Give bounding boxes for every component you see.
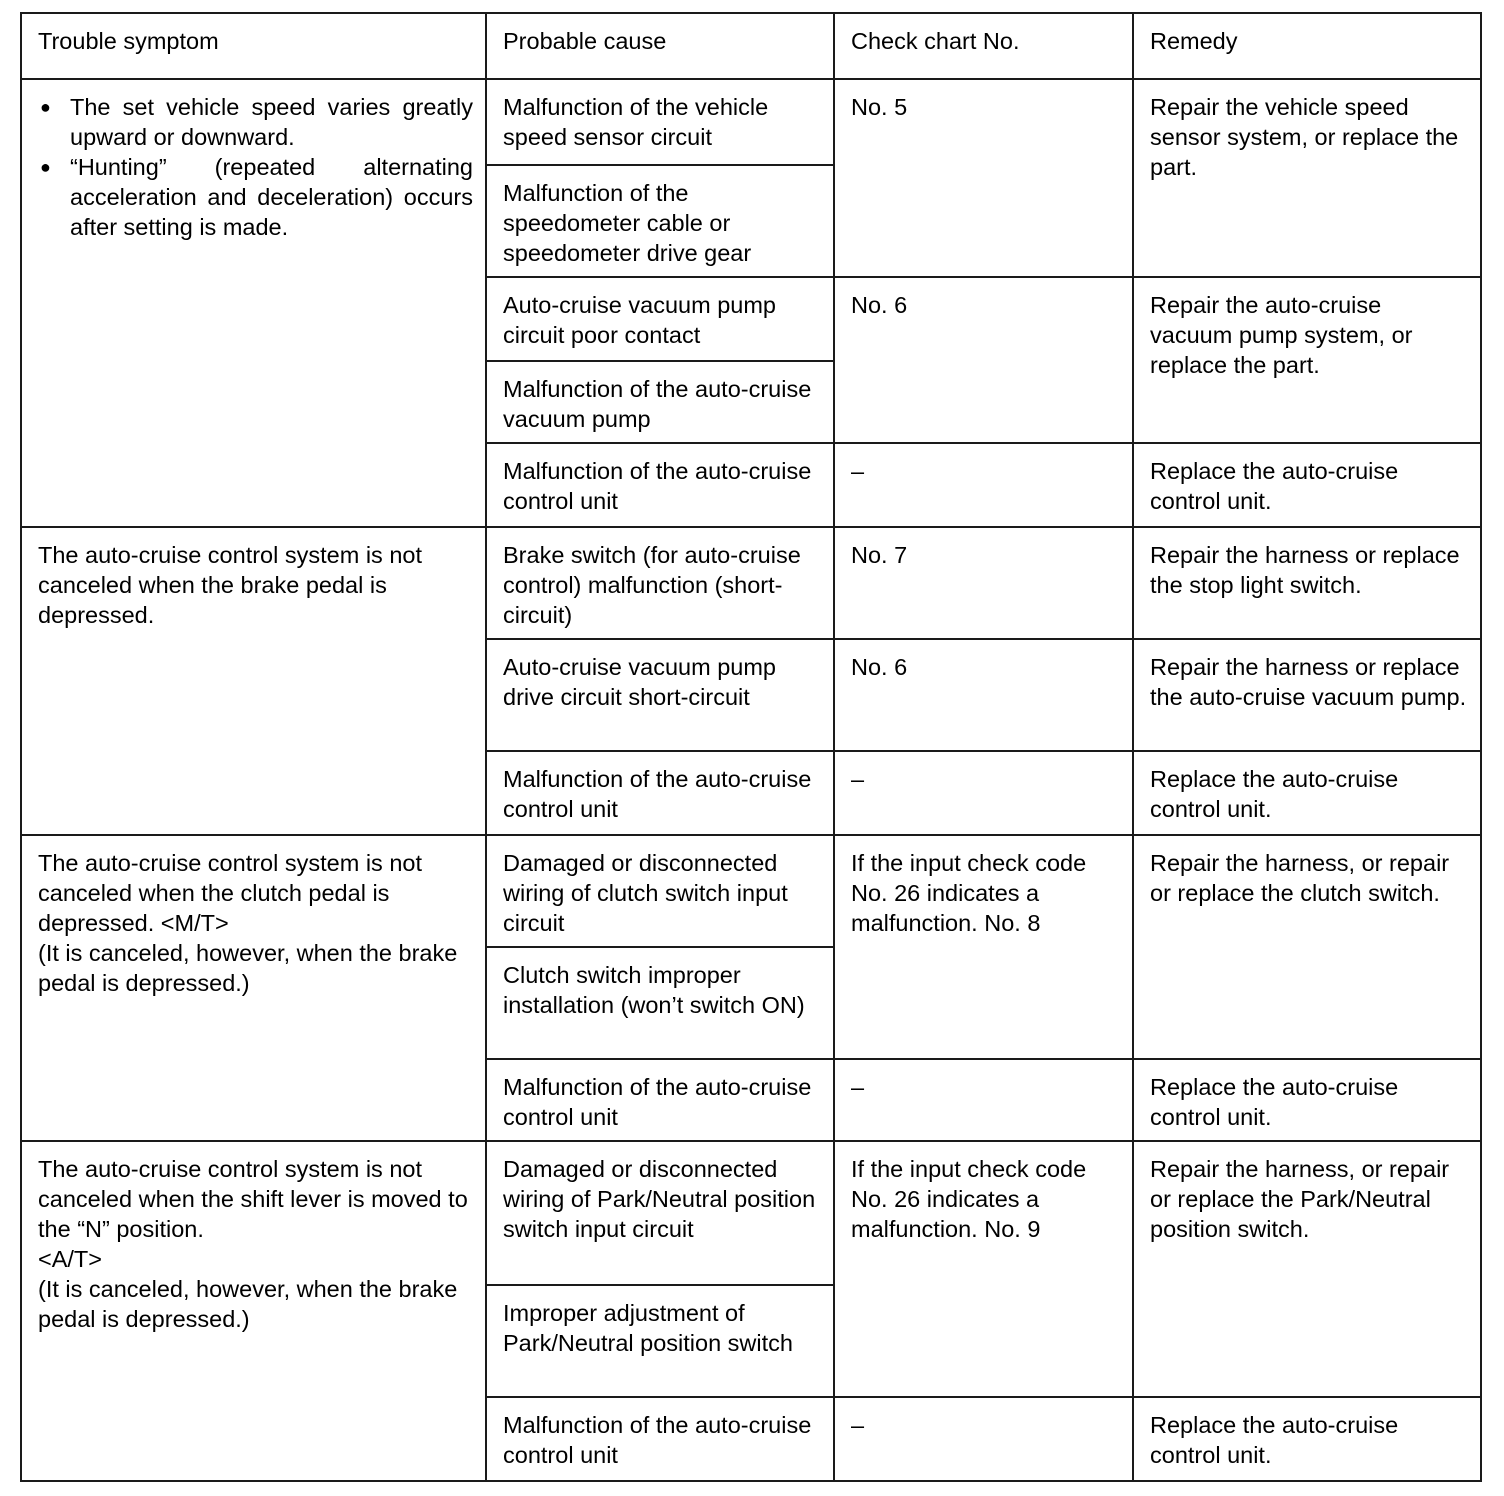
symptom-bullet-item: ● The set vehicle speed varies greatly upward or downward. <box>40 94 473 150</box>
remedy-cell: Replace the auto-cruise control unit. <box>1133 751 1481 835</box>
check-chart-cell: No. 6 <box>834 277 1133 443</box>
remedy-cell: Repair the harness, or repair or replace the clutch switch. <box>1133 835 1481 1059</box>
trouble-symptom-cell: The auto-cruise control system is not canceled when the brake pedal is depressed. <box>21 527 486 835</box>
probable-cause-cell: Clutch switch improper installation (won’t switch ON) <box>486 947 834 1059</box>
probable-cause-cell: Damaged or disconnected wiring of clutch switch input circuit <box>486 835 834 947</box>
trouble-symptom-cell <box>21 1141 486 1481</box>
table-row <box>21 1141 1481 1285</box>
probable-cause-cell: Malfunction of the vehicle speed sensor circuit <box>486 79 834 165</box>
troubleshooting-table-container <box>20 12 1480 1482</box>
probable-cause-cell: Malfunction of the auto-cruise control unit <box>486 751 834 835</box>
check-chart-cell: No. 7 <box>834 527 1133 639</box>
probable-cause-cell: Malfunction of the auto-cruise control unit <box>486 1059 834 1141</box>
troubleshooting-table <box>20 12 1482 1482</box>
remedy-cell: Repair the harness or replace the stop light switch. <box>1133 527 1481 639</box>
check-chart-cell: – <box>834 1397 1133 1481</box>
remedy-cell: Replace the auto-cruise control unit. <box>1133 1059 1481 1141</box>
check-chart-cell: If the input check code No. 26 indicates a malfunction. No. 8 <box>834 835 1133 1059</box>
symptom-transmission: <A/T> <box>38 1246 103 1272</box>
remedy-cell: Repair the vehicle speed sensor system, or replace the part. <box>1133 79 1481 277</box>
check-chart-cell: No. 6 <box>834 639 1133 751</box>
header-remedy: Remedy <box>1133 13 1481 79</box>
header-trouble-symptom: Trouble symptom <box>21 13 486 79</box>
probable-cause-cell: Brake switch (for auto-cruise control) malfunction (short-circuit) <box>486 527 834 639</box>
probable-cause-cell: Malfunction of the speedometer cable or speedometer drive gear <box>486 165 834 277</box>
symptom-note: (It is canceled, however, when the brake pedal is depressed.) <box>38 940 458 996</box>
bullet-icon: ● <box>40 97 51 117</box>
remedy-cell: Repair the harness, or repair or replace the Park/Neutral position switch. <box>1133 1141 1481 1397</box>
remedy-cell: Replace the auto-cruise control unit. <box>1133 443 1481 527</box>
symptom-bullet-item: ● “Hunting” (repeated alternating acceleration and deceleration) occurs after setting is made. <box>40 154 473 240</box>
check-chart-cell: If the input check code No. 26 indicates a malfunction. No. 9 <box>834 1141 1133 1397</box>
symptom-text: The auto-cruise control system is not canceled when the shift lever is moved to the “N” position. <box>38 1156 468 1242</box>
check-chart-cell: No. 5 <box>834 79 1133 277</box>
probable-cause-cell: Malfunction of the auto-cruise control unit <box>486 1397 834 1481</box>
table-row <box>21 79 1481 165</box>
probable-cause-cell: Improper adjustment of Park/Neutral position switch <box>486 1285 834 1397</box>
trouble-symptom-cell <box>21 79 486 527</box>
symptom-note: (It is canceled, however, when the brake pedal is depressed.) <box>38 1276 458 1332</box>
check-chart-cell: – <box>834 751 1133 835</box>
probable-cause-cell: Malfunction of the auto-cruise control unit <box>486 443 834 527</box>
header-row <box>21 13 1481 79</box>
symptom-text: The auto-cruise control system is not canceled when the clutch pedal is depressed. <M/T> <box>38 850 422 936</box>
probable-cause-cell: Auto-cruise vacuum pump drive circuit short-circuit <box>486 639 834 751</box>
header-check-chart-no: Check chart No. <box>834 13 1133 79</box>
table-row <box>21 835 1481 947</box>
remedy-cell: Repair the harness or replace the auto-cruise vacuum pump. <box>1133 639 1481 751</box>
header-probable-cause: Probable cause <box>486 13 834 79</box>
probable-cause-cell: Malfunction of the auto-cruise vacuum pump <box>486 361 834 443</box>
probable-cause-cell: Damaged or disconnected wiring of Park/Neutral position switch input circuit <box>486 1141 834 1285</box>
remedy-cell: Repair the auto-cruise vacuum pump system, or replace the part. <box>1133 277 1481 443</box>
probable-cause-cell: Auto-cruise vacuum pump circuit poor contact <box>486 277 834 361</box>
check-chart-cell: – <box>834 1059 1133 1141</box>
table-row <box>21 527 1481 639</box>
bullet-icon: ● <box>40 157 51 177</box>
remedy-cell: Replace the auto-cruise control unit. <box>1133 1397 1481 1481</box>
check-chart-cell: – <box>834 443 1133 527</box>
trouble-symptom-cell <box>21 835 486 1141</box>
